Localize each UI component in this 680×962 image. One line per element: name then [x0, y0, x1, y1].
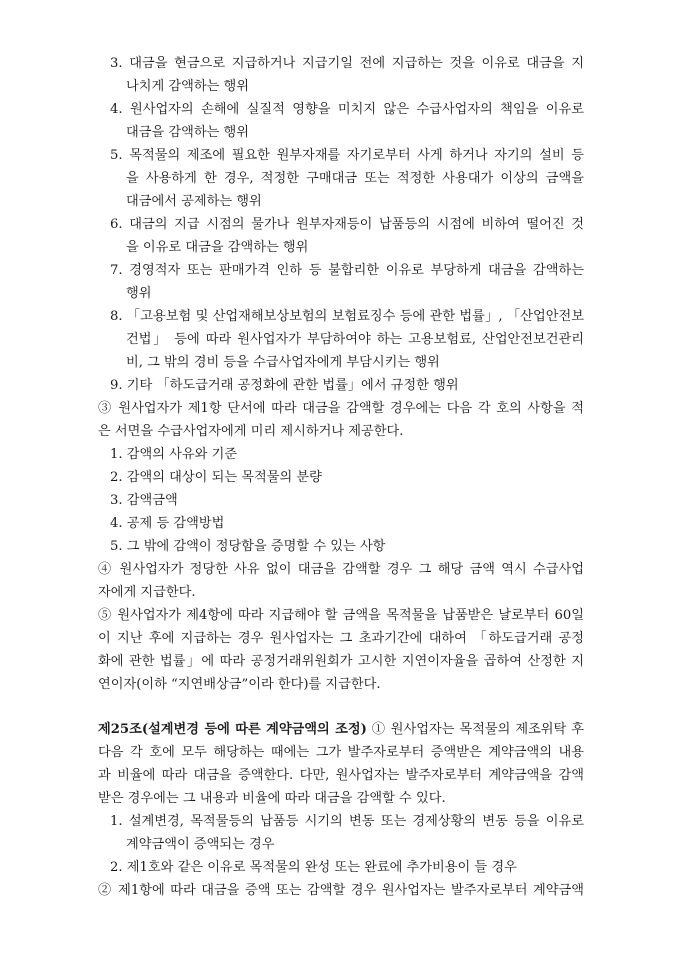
line-text: 5. 그 밖에 감액이 정당함을 증명할 수 있는 사항	[110, 539, 386, 554]
text-line	[98, 489, 584, 512]
line-text: 9. 기타 「하도급거래 공정화에 관한 법률」에서 규정한 행위	[110, 378, 459, 393]
line-text: 2. 제1호와 같은 이유로 목적물의 완성 또는 완료에 추가비용이 들 경우	[110, 860, 517, 875]
line-text: 나치게 감액하는 행위	[126, 79, 250, 94]
line-text: 연이자(이하 “지연배상금”이라 한다)를 지급한다.	[98, 677, 381, 692]
line-text: 6. 대금의 지급 시점의 물가나 원부자재등이 납품등의 시점에 비하여 떨어진 것	[110, 217, 584, 232]
line-text: ① 원사업자는 목적물의 제조위탁 후	[366, 722, 584, 737]
text-line	[98, 627, 584, 650]
text-line	[98, 121, 584, 144]
text-line	[98, 328, 584, 351]
line-text: 5. 목적물의 제조에 필요한 원부자재를 자기로부터 사게 하거나 자기의 설비 등	[110, 148, 584, 163]
section-gap	[98, 696, 584, 718]
line-text: 자에게 지급한다.	[98, 585, 196, 600]
text-line	[98, 190, 584, 213]
line-text: 이 지난 후에 지급하는 경우 원사업자는 그 초과기간에 대하여 「하도급거래 공정	[98, 631, 584, 646]
line-text: ② 제1항에 따라 대금을 증액 또는 감액할 경우 원사업자는 발주자로부터 계약금액	[98, 883, 584, 898]
line-text: 4. 공제 등 감액방법	[110, 516, 225, 531]
line-text: 대금에서 공제하는 행위	[126, 194, 262, 209]
text-line	[98, 52, 584, 75]
document-body	[98, 52, 584, 902]
line-text: 행위	[126, 286, 152, 301]
line-text: 3. 감액금액	[110, 493, 178, 508]
text-line	[98, 466, 584, 489]
line-text: 과 비율에 따라 대금을 증액한다. 다만, 원사업자는 발주자로부터 계약금액을 감액	[98, 768, 584, 783]
text-line	[98, 397, 584, 420]
line-text: 을 사용하게 한 경우, 적정한 구매대금 또는 적정한 사용대가 이상의 금액을	[126, 171, 584, 186]
text-line	[98, 75, 584, 98]
line-text: 3. 대금을 현금으로 지급하거나 지급기일 전에 지급하는 것을 이유로 대금을 지	[110, 56, 584, 71]
text-line	[98, 810, 584, 833]
line-text: 1. 감액의 사유와 기준	[110, 447, 238, 462]
line-text: 7. 경영적자 또는 판매가격 인하 등 불합리한 이유로 부당하게 대금을 감액하는	[110, 263, 584, 278]
line-text: ③ 원사업자가 제1항 단서에 따라 대금을 감액할 경우에는 다음 각 호의 사항을 적	[98, 401, 584, 416]
text-line	[98, 213, 584, 236]
text-line	[98, 236, 584, 259]
text-line	[98, 741, 584, 764]
line-text: 화에 관한 법률」에 따라 공정거래위원회가 고시한 지연이자율을 곱하여 산정한 지	[98, 654, 584, 669]
text-line	[98, 305, 584, 328]
line-text: 8. 「고용보험 및 산업재해보상보험의 보험료징수 등에 관한 법률」, 「산업안전보	[110, 309, 584, 324]
line-text: 다음 각 호에 모두 해당하는 때에는 그가 발주자로부터 증액받은 계약금액의 내용	[98, 745, 584, 760]
line-text: 대금을 감액하는 행위	[126, 125, 250, 140]
line-text: ⑤ 원사업자가 제4항에 따라 지급해야 할 금액을 목적물을 납품받은 날로부터 60일	[98, 608, 584, 623]
text-line	[98, 833, 584, 856]
text-line	[98, 98, 584, 121]
line-text: 을 이유로 대금을 감액하는 행위	[126, 240, 309, 255]
article-heading: 제25조(설계변경 등에 따른 계약금액의 조정)	[98, 722, 367, 737]
text-line	[98, 879, 584, 902]
text-line	[98, 259, 584, 282]
line-text: 1. 설계변경, 목적물등의 납품등 시기의 변동 또는 경제상황의 변동 등을 이유로	[110, 814, 584, 829]
line-text: 4. 원사업자의 손해에 실질적 영향을 미치지 않은 수급사업자의 책임을 이유로	[110, 102, 584, 117]
text-line	[98, 512, 584, 535]
text-line	[98, 856, 584, 879]
text-line	[98, 351, 584, 374]
text-line	[98, 282, 584, 305]
line-text: 건법」 등에 따라 원사업자가 부담하여야 하는 고용보험료, 산업안전보건관리	[126, 332, 584, 347]
line-text: 받은 경우에는 그 내용과 비율에 따라 대금을 감액할 수 있다.	[98, 791, 446, 806]
text-line	[98, 374, 584, 397]
line-text: ④ 원사업자가 정당한 사유 없이 대금을 감액할 경우 그 해당 금액 역시 수급사업	[98, 562, 584, 577]
text-line	[98, 581, 584, 604]
line-text: 은 서면을 수급사업자에게 미리 제시하거나 제공한다.	[98, 424, 404, 439]
text-line	[98, 764, 584, 787]
text-line	[98, 144, 584, 167]
text-line	[98, 604, 584, 627]
text-line	[98, 558, 584, 581]
line-text: 비, 그 밖의 경비 등을 수급사업자에게 부담시키는 행위	[126, 355, 440, 370]
text-line	[98, 443, 584, 466]
text-line	[98, 650, 584, 673]
text-line	[98, 167, 584, 190]
text-line	[98, 673, 584, 696]
text-line	[98, 718, 584, 741]
text-line	[98, 535, 584, 558]
line-text: 2. 감액의 대상이 되는 목적물의 분량	[110, 470, 322, 485]
text-line	[98, 420, 584, 443]
text-line	[98, 787, 584, 810]
line-text: 계약금액이 증액되는 경우	[126, 837, 275, 852]
